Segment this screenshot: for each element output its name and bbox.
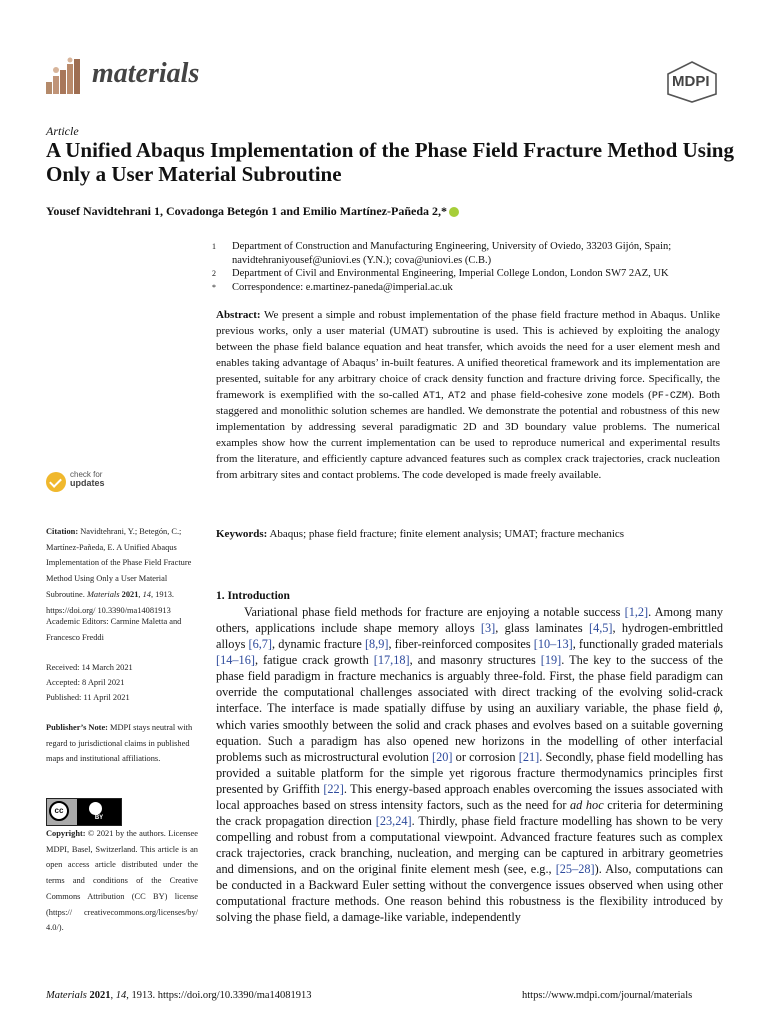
citation-link[interactable]: [6,7] — [248, 637, 273, 652]
by-label: BY — [94, 815, 104, 821]
abstract-label: Abstract: — [216, 309, 261, 321]
code-pfczm: PF-CZM — [651, 390, 688, 402]
footer-volume: 14 — [115, 990, 127, 1001]
citation-doi: , 1913. https://doi.org/ 10.3390/ma14081913 — [46, 589, 174, 615]
body-text: or corrosion — [452, 749, 519, 764]
affiliation-text: Department of Civil and Environmental Engineering, Imperial College London, London SW7 2AZ, UK — [232, 268, 669, 279]
copyright-text: © 2021 by the authors. Licensee MDPI, Basel, Switzerland. This article is an open access article distributed under the terms and conditions of the Creative Commons Attribution (CC BY) license (https:// creativecommons.org/licenses/by/ 4.0/). — [46, 829, 198, 933]
mdpi-logo-icon — [664, 60, 720, 104]
copyright-label: Copyright: — [46, 829, 86, 838]
body-text: . Secondly, phase field modelling has provided a suitable platform for the simple yet rigorous fracture thermodynamics principles first presented by Griffith — [216, 749, 723, 796]
journal-logo-icon — [44, 56, 88, 96]
citation-volume: 14 — [142, 589, 151, 599]
code-at1: AT1 — [423, 390, 442, 402]
journal-name: materials — [92, 58, 200, 89]
citation — [46, 524, 198, 618]
correspondence-text: Correspondence: e.martinez-paneda@imperial.ac.uk — [232, 282, 453, 293]
citation-link[interactable]: [22] — [323, 781, 344, 796]
body-text: . The key to the success of the phase field paradigm in fracture mechanics is arguably three-fold. First, the phase field paradigm can override the computational challenges associated with direct tracking of the evolving solid-crack interface. The interface is made spatially diffuse by using an auxiliary variable, the phase field — [216, 653, 723, 716]
affiliation-number: 2 — [212, 269, 216, 278]
phi-symbol: ϕ — [713, 701, 720, 716]
footer-journal: Materials — [46, 990, 87, 1001]
body-text: . Among many others, applications include shape memory alloys — [216, 605, 723, 636]
body-text: , and masonry structures — [409, 653, 541, 668]
citation-link[interactable]: [10–13] — [533, 637, 573, 652]
affiliation-number: * — [212, 283, 216, 292]
citation-link[interactable]: [25–28] — [555, 862, 595, 877]
body-text: , glass laminates — [495, 621, 589, 636]
italic-term: ad hoc — [570, 797, 604, 812]
citation-text: Navidtehrani, Y.; Betegón, C.; Martínez-Pañeda, E. A Unified Abaqus Implementation of the Phase Field Fracture Method Using Only a User Material Subroutine. — [46, 527, 192, 599]
footer-journal-url[interactable]: https://www.mdpi.com/journal/materials — [522, 990, 693, 1001]
copyright — [46, 826, 198, 936]
footer-citation — [46, 990, 312, 1001]
publisher-note — [46, 720, 198, 767]
affiliation-number: 1 — [212, 242, 216, 251]
citation-year: 2021 — [119, 589, 139, 599]
citation-link[interactable]: [23,24] — [375, 814, 412, 829]
body-text: , dynamic fracture — [272, 637, 365, 652]
citation-link[interactable]: [4,5] — [588, 621, 613, 636]
article-title: A Unified Abaqus Implementation of the Phase Field Fracture Method Using Only a User Material Subroutine — [46, 138, 734, 186]
published-date: Published: 11 April 2021 — [46, 693, 130, 702]
affiliation-text: Department of Construction and Manufacturing Engineering, University of Oviedo, 33203 Gijón, Spain; navidtehraniyousef@uniovi.es (Y.N.); cova@uniovi.es (C.B.) — [232, 241, 672, 266]
abstract — [216, 308, 720, 484]
citation-link[interactable]: [20] — [432, 749, 453, 764]
citation-link[interactable]: [19] — [540, 653, 562, 668]
intro-paragraph — [216, 604, 723, 926]
keywords-label: Keywords: — [216, 528, 268, 540]
check-updates-icon — [46, 472, 66, 492]
keywords — [216, 528, 720, 540]
check-updates-line2: updates — [70, 478, 105, 488]
footer-doi: , 1913. https://doi.org/10.3390/ma14081913 — [126, 990, 312, 1001]
body-text: criteria for determining the crack propagation direction — [216, 797, 723, 829]
keywords-text: Abaqus; phase field fracture; finite element analysis; UMAT; fracture mechanics — [267, 528, 625, 540]
footer-sep: , — [110, 990, 116, 1001]
mdpi-logo-text: MDPI — [672, 73, 710, 90]
orcid-icon[interactable] — [449, 207, 459, 217]
accepted-date: Accepted: 8 April 2021 — [46, 678, 125, 687]
by-icon — [77, 799, 121, 825]
citation-link[interactable]: [14–16] — [216, 653, 255, 668]
body-text: , functionally graded materials — [572, 637, 723, 652]
body-text: Variational phase field methods for fracture are enjoying a notable success — [244, 605, 625, 619]
citation-link[interactable]: [1,2] — [624, 605, 649, 619]
author-list — [46, 204, 459, 219]
body-text: . Thirdly, phase field fracture modelling has shown to be very compelling and robust from a computational viewpoint. Advanced fracture features such as complex crack trajectories, crack branching, nucleation, and merging can be captured in arbitrary geometries and dimensions, and on the original finite element mesh (see, e.g., — [216, 814, 723, 877]
check-updates-line1: check for — [70, 470, 103, 479]
citation-label: Citation: — [46, 527, 79, 536]
citation-link[interactable]: [21] — [518, 749, 540, 764]
citation-link[interactable]: [17,18] — [373, 653, 410, 668]
received-date: Received: 14 March 2021 — [46, 663, 133, 672]
body-text: . This energy-based approach enables overcoming the issues associated with local approaches based on stress intensity factors, such as the need for — [216, 781, 723, 812]
abstract-text: ). Both staggered and monolithic solution schemes are handled. We demonstrate the potential and robustness of this new implementation by addressing several paradigmatic 2D and 3D boundary value problems. The numerical examples show how the current implementation can be used to reproduce numerical and experimental results from the literature, and efficiently capture advanced features such as complex crack trajectories, crack nucleation from arbitrary sites and contact problems. The code developed is made freely available. — [216, 388, 721, 482]
article-type: Article — [46, 124, 79, 138]
academic-editors: Academic Editors: Carmine Maletta and Francesco Freddi — [46, 617, 182, 642]
citation-link[interactable]: [8,9] — [364, 637, 389, 652]
section-heading: 1. Introduction — [216, 590, 290, 602]
person-icon — [89, 802, 102, 815]
abstract-text: and phase field-cohesive zone models ( — [466, 388, 652, 401]
abstract-text: We present a simple and robust implementation of the phase field fracture method in Abaqus. Unlike previous works, only a user material (UMAT) subroutine is used. This is achieved by exploiting the analogy between the phase field balance equation and heat transfer, which avoids the need for a user element mesh and enables taking advantage of Abaqus’ in-built features. A unified theoretical framework and its implementation are presented, suitable for any arbitrary choice of crack density function and fracture driving force. Specifically, the framework is exemplified with the so-called — [216, 309, 720, 401]
body-text: , which varies smoothly between the solid and crack phases and evolves based on a suitable governing equation. Such a paradigm has also opened new horizons in the modelling of other interfacial problems such as microstructural evolution — [216, 701, 723, 764]
citation-journal: Materials — [86, 589, 120, 599]
body-text: , hydrogen-embrittled alloys — [216, 621, 723, 652]
body-text: , fatigue crack growth — [254, 653, 374, 668]
abstract-text: , — [441, 388, 449, 401]
code-at2: AT2 — [448, 390, 467, 402]
check-updates-label — [70, 470, 105, 488]
citation-text: , — [138, 589, 143, 599]
footer-year: 2021 — [86, 990, 111, 1001]
publisher-note-label: Publisher’s Note: — [46, 723, 108, 732]
publisher-note-text: MDPI stays neutral with regard to jurisdictional claims in published maps and institutional affiliations. — [46, 723, 193, 764]
body-text: , fiber-reinforced composites — [388, 637, 534, 652]
citation-link[interactable]: [3] — [480, 621, 496, 636]
cc-icon: cc — [49, 801, 69, 821]
cc-by-license-badge[interactable] — [46, 798, 122, 826]
body-text: ). Also, computations can be conducted in a Backward Euler setting without the convergence issues observed when using other computational fracture methods. One reason behind this robustness is the flexibility introduced by solving the phase field, a damage-like variable, independently — [216, 862, 724, 925]
authors-text: Yousef Navidtehrani 1, Covadonga Betegón 1 and Emilio Martínez-Pañeda 2,* — [46, 204, 448, 218]
